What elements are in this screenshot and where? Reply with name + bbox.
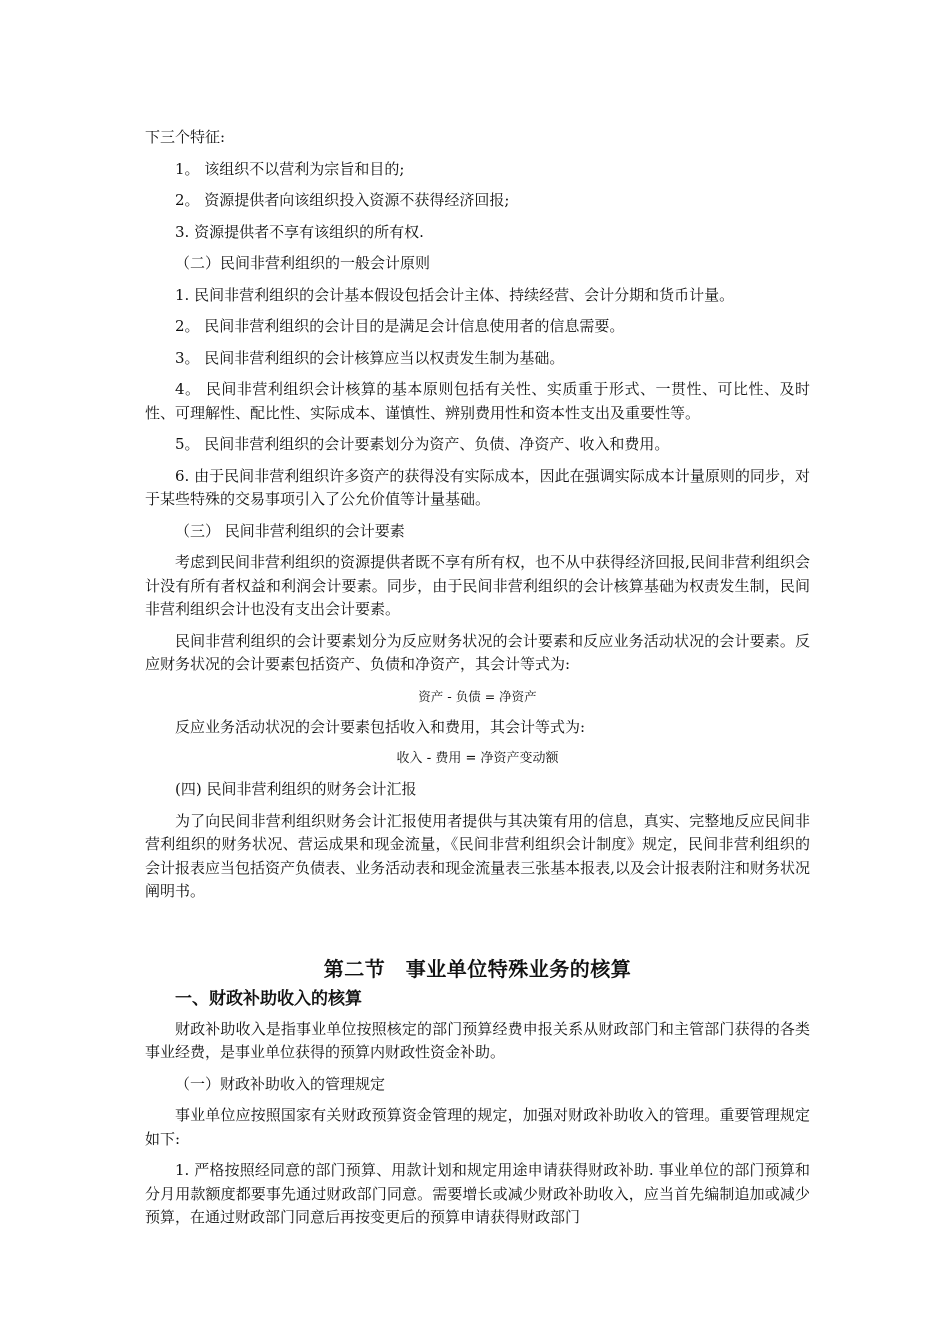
equation-activity: 收入 - 费用 = 净资产变动额 <box>396 751 559 766</box>
paragraph-elements-3: 反应业务活动状况的会计要素包括收入和费用，其会计等式为: <box>175 717 586 736</box>
list-item-principle-2: 2。 民间非营利组织的会计目的是满足会计信息使用者的信息需要。 <box>175 317 625 335</box>
document-body <box>145 126 810 1230</box>
paragraph-intro: 下三个特征: <box>145 128 226 146</box>
list-item-feature-1: 1。 该组织不以营利为宗旨和目的; <box>175 159 405 178</box>
heading-general-principles: （二）民间非营利组织的一般会计原则 <box>175 254 431 272</box>
heading-accounting-elements: （三） 民间非营利组织的会计要素 <box>175 521 405 540</box>
paragraph-elements-2: 民间非营利组织的会计要素划分为反应财务状况的会计要素和反应业务活动状况的会计要素。反应财务状况的会计要素包括资产、负债和净资产，其会计等式为: <box>145 631 810 673</box>
equation-balance: 资产 - 负债 = 净资产 <box>418 688 537 704</box>
list-item-principle-1: 1. 民间非营利组织的会计基本假设包括会计主体、持续经营、会计分期和货币计量。 <box>175 285 735 304</box>
paragraph-elements-1: 考虑到民间非营利组织的资源提供者既不享有所有权，也不从中获得经济回报,民间非营利组织会计没有所有者权益和利润会计要素。同步，由于民间非营利组织的会计核算基础为权责发生制，民间非营利组织会计也没有支出会计要素。 <box>145 553 810 618</box>
heading-fiscal-rules: （一）财政补助收入的管理规定 <box>175 1074 386 1093</box>
list-item-fiscal-rule-1: 1. 严格按照经同意的部门预算、用款计划和规定用途申请获得财政补助. 事业单位的部门预算和分月用款额度都要事先通过财政部门同意。需要增长或减少财政补助收入，应当首先编制追加或减少预算，在通过财政部门同意后再按变更后的预算申请获得财政部门 <box>145 1161 810 1226</box>
paragraph-financial-report: 为了向民间非营利组织财务会计汇报使用者提供与其决策有用的信息，真实、完整地反应民间非营利组织的财务状况、营运成果和现金流量，《民间非营利组织会计制度》规定，民间非营利组织的会计报表应当包括资产负债表、业务活动表和现金流量表三张基本报表,以及会计报表附注和财务状况阐明书。 <box>145 811 810 900</box>
heading-fiscal-subsidy: 一、财政补助收入的核算 <box>175 988 362 1009</box>
list-item-principle-6: 6. 由于民间非营利组织许多资产的获得没有实际成本，因此在强调实际成本计量原则的同步，对于某些特殊的交易事项引入了公允价值等计量基础。 <box>145 466 810 508</box>
list-item-principle-3: 3。 民间非营利组织的会计核算应当以权责发生制为基础。 <box>175 348 565 367</box>
section-title: 第二节 事业单位特殊业务的核算 <box>323 956 632 981</box>
paragraph-fiscal-definition: 财政补助收入是指事业单位按照核定的部门预算经费申报关系从财政部门和主管部门获得的各类事业经费，是事业单位获得的预算内财政性资金补助。 <box>145 1019 810 1061</box>
paragraph-fiscal-rules: 事业单位应按照国家有关财政预算资金管理的规定，加强对财政补助收入的管理。重要管理规定如下: <box>145 1106 810 1148</box>
list-item-feature-2: 2。 资源提供者向该组织投入资源不获得经济回报; <box>175 191 510 209</box>
list-item-principle-4: 4。 民间非营利组织会计核算的基本原则包括有关性、实质重于形式、一贯性、可比性、及时性、可理解性、配比性、实际成本、谨慎性、辨别费用性和资本性支出及重要性等。 <box>145 380 810 422</box>
heading-financial-report: (四) 民间非营利组织的财务会计汇报 <box>175 780 417 798</box>
list-item-feature-3: 3. 资源提供者不享有该组织的所有权. <box>175 222 424 241</box>
list-item-principle-5: 5。 民间非营利组织的会计要素划分为资产、负债、净资产、收入和费用。 <box>175 435 670 453</box>
